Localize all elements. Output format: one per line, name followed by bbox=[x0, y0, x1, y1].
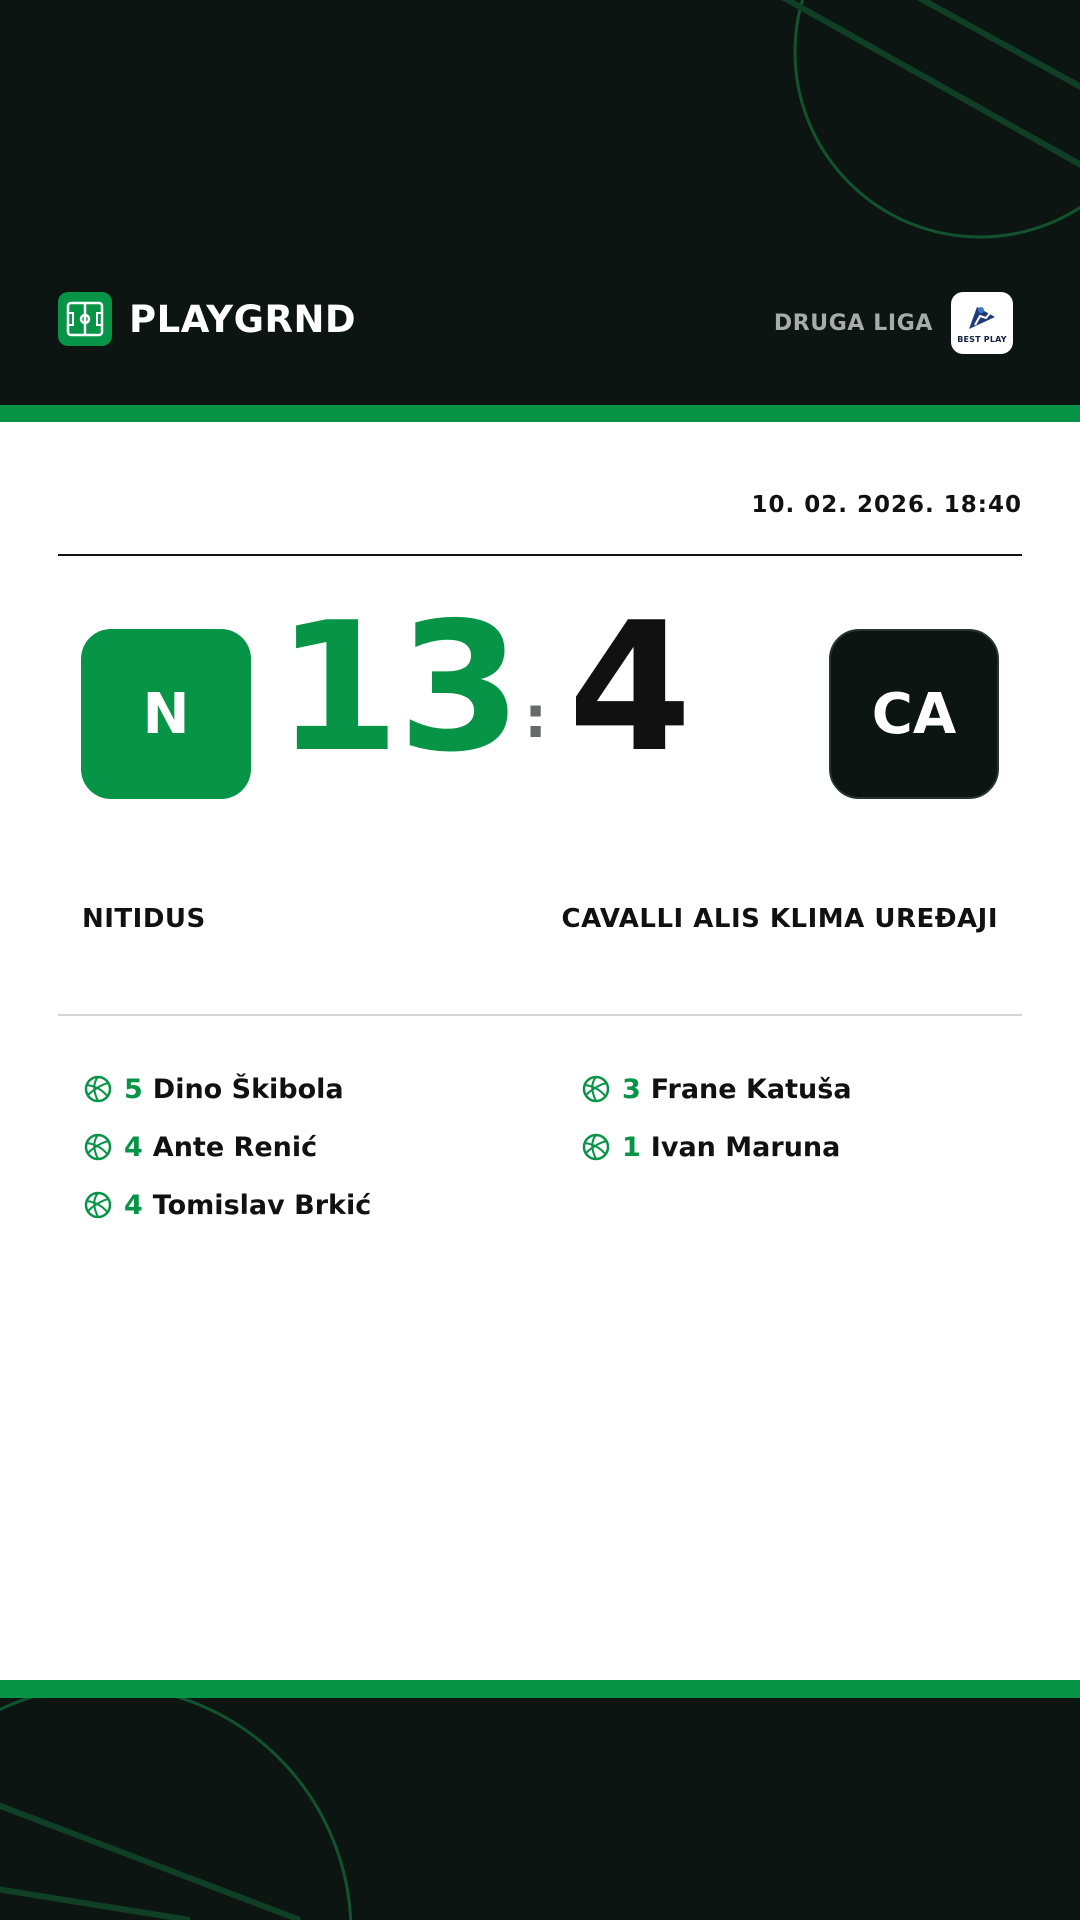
home-score: 13 bbox=[276, 584, 520, 791]
away-team-badge: CA bbox=[829, 629, 999, 799]
away-team-name: CAVALLI ALIS KLIMA UREĐAJI bbox=[561, 904, 998, 934]
scorer-name: Tomislav Brkić bbox=[152, 1189, 372, 1221]
scorer-item bbox=[84, 1126, 371, 1168]
home-team-name: NITIDUS bbox=[82, 904, 206, 934]
scorer-goals: 3 bbox=[622, 1073, 641, 1105]
match-datetime: 10. 02. 2026. 18:40 bbox=[751, 492, 1022, 518]
score-separator: : bbox=[524, 683, 548, 751]
scorer-goals: 4 bbox=[124, 1189, 143, 1221]
scorer-name: Dino Škibola bbox=[152, 1073, 344, 1105]
ball-icon bbox=[84, 1075, 112, 1103]
scorer-item bbox=[582, 1068, 852, 1110]
footer bbox=[0, 1698, 1080, 1920]
runner-icon bbox=[965, 303, 999, 333]
league-name: DRUGA LIGA bbox=[773, 310, 933, 336]
divider bbox=[58, 554, 1022, 556]
home-scorers-list bbox=[84, 1068, 371, 1242]
scorer-name: Ante Renić bbox=[152, 1131, 318, 1163]
brand-name: PLAYGRND bbox=[129, 297, 357, 341]
brand bbox=[58, 292, 356, 346]
football-pitch-icon bbox=[58, 292, 112, 346]
scorer-goals: 5 bbox=[124, 1073, 143, 1105]
ball-icon bbox=[84, 1191, 112, 1219]
pitch-lines-decoration bbox=[0, 1698, 1080, 1920]
league bbox=[774, 292, 1013, 354]
ball-icon bbox=[582, 1075, 610, 1103]
scorer-item bbox=[84, 1068, 371, 1110]
ball-icon bbox=[582, 1133, 610, 1161]
accent-bar-bottom bbox=[0, 1680, 1080, 1698]
header bbox=[0, 0, 1080, 405]
scorer-goals: 1 bbox=[622, 1131, 641, 1163]
scorer-name: Ivan Maruna bbox=[650, 1131, 841, 1163]
scorer-goals: 4 bbox=[124, 1131, 143, 1163]
ball-icon bbox=[84, 1133, 112, 1161]
scorer-name: Frane Katuša bbox=[650, 1073, 852, 1105]
divider bbox=[58, 1014, 1022, 1016]
accent-bar-top bbox=[0, 405, 1080, 422]
scorer-item bbox=[582, 1126, 852, 1168]
league-badge bbox=[951, 292, 1013, 354]
away-scorers-list bbox=[582, 1068, 852, 1184]
home-team-badge: N bbox=[81, 629, 251, 799]
scorer-item bbox=[84, 1184, 371, 1226]
league-badge-text: BEST PLAY bbox=[957, 334, 1007, 344]
away-score: 4 bbox=[568, 584, 692, 791]
